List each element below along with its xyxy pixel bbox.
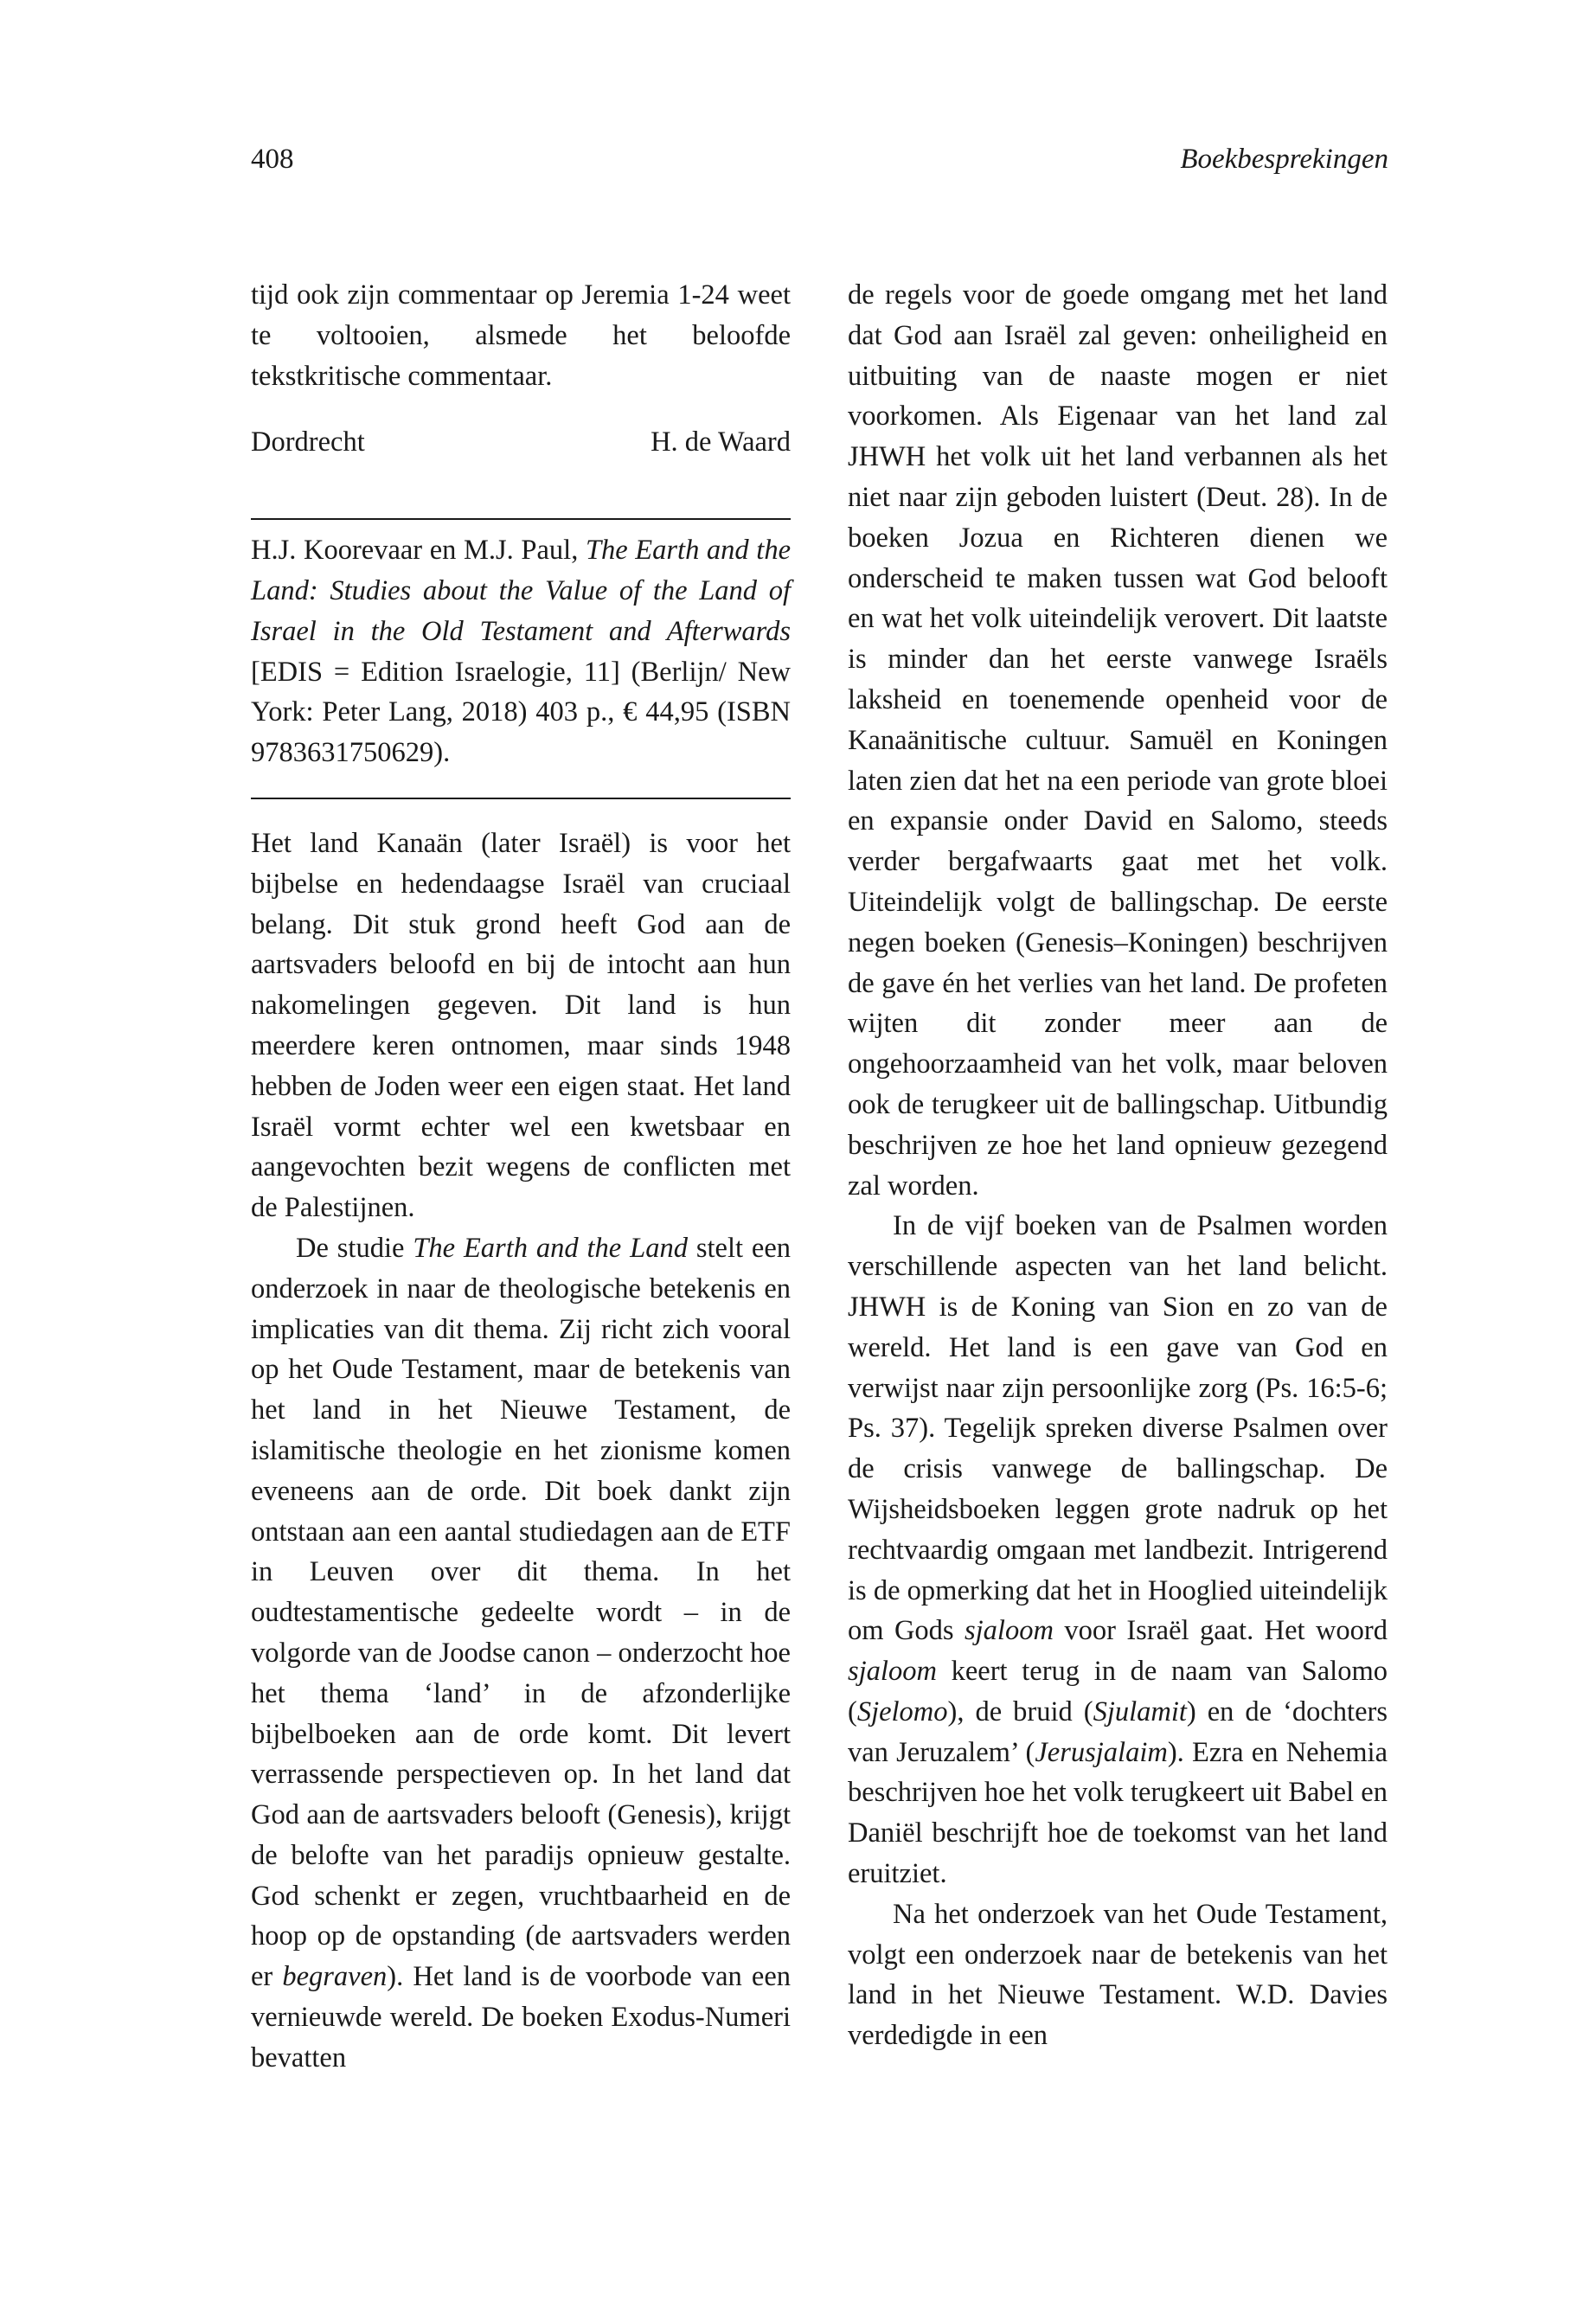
signature-place: Dordrecht [251, 426, 365, 458]
previous-review-ending: tijd ook zijn commentaar op Jeremia 1-24 weet te voltooien, alsmede het beloofde tekstkritische commentaar. [251, 279, 791, 392]
divider-top [251, 518, 791, 520]
paragraph: Na het onderzoek van het Oude Testament, volgt een onderzoek naar de betekenis van het land in het Nieuwe Testament. W.D. Davies verdedigde in een [848, 1898, 1388, 2052]
book-details: [EDIS = Edition Israelogie, 11] (Berlijn/ New York: Peter Lang, 2018) 403 p., € 44,95 (ISBN 9783631750629). [251, 656, 791, 769]
signature-line [251, 422, 791, 463]
bibliographic-entry [251, 530, 791, 773]
paragraph: de regels voor de goede omgang met het land dat God aan Israël zal geven: onheiligheid en uitbuiting van de naaste mogen er niet voorkomen. Als Eigenaar van het land zal JHWH het volk uit het land verbannen als het niet naar zijn geboden luistert (Deut. 28). In de boeken Jozua en Richteren dienen we onderscheid te maken tussen wat God belooft en wat het volk uiteindelijk verovert. Dit laatste is minder dan het eerste vanwege Israëls laksheid en toenemende openheid voor de Kanaänitische cultuur. Samuël en Koningen laten zien dat het na een periode van grote bloei en expansie onder David en Salomo, steeds verder bergafwaarts gaat met het volk. Uiteindelijk volgt de ballingschap. De eerste negen boeken (Genesis–Koningen) beschrijven de gave én het verlies van het land. De profeten wijten dit zonder meer aan de ongehoorzaamheid van het volk, maar beloven ook de terugkeer uit de ballingschap. Uitbundig beschrijven ze hoe het land opnieuw gezegend zal worden. [848, 279, 1388, 1202]
page-number: 408 [251, 144, 294, 175]
signature-name: H. de Waard [651, 426, 791, 458]
paragraph: In de vijf boeken van de Psalmen worden verschillende aspecten van het land belicht. JHWH is de Koning van Sion en zo van de wereld. Het land is een gave van God en verwijst naar zijn persoonlijke zorg (Ps. 16:5-6; Ps. 37). Tegelijk spreken diverse Psalmen over de crisis vanwege de ballingschap. De Wijsheidsboeken leggen grote nadruk op het rechtvaardig omgaan met landbezit. Intrigerend is de opmerking dat het in Hooglied uiteindelijk om Gods sjaloom voor Israël gaat. Het woord sjaloom keert terug in de naam van Salomo (Sjelomo), de bruid (Sjulamit) en de ‘dochters van Jeruzalem’ (Jerusjalaim). Ezra en Nehemia beschrijven hoe het volk terugkeert uit Babel en Daniël beschrijft hoe de toekomst van het land eruitziet. [848, 1210, 1388, 1890]
divider-bottom [251, 798, 791, 799]
book-authors: H.J. Koorevaar en M.J. Paul, [251, 535, 586, 567]
paragraph: Het land Kanaän (later Israël) is voor het bijbelse en hedendaagse Israël van cruciaal belang. Dit stuk grond heeft God aan de aartsvaders beloofd en bij de intocht aan hun nakomelingen gegeven. Dit land is hun meerdere keren ontnomen, maar sinds 1948 hebben de Joden weer een eigen staat. Het land Israël vormt echter wel een kwetsbaar en aangevochten bezit wegens de conflicten met de Palestijnen. [251, 827, 791, 1224]
left-column [251, 275, 791, 2079]
book-title: The Earth and the Land: Studies about the Value of the Land of Israel in the Old Testament and Afterwards [251, 535, 791, 647]
right-column [848, 275, 1388, 2056]
paragraph: De studie The Earth and the Land stelt een onderzoek in naar de theologische betekenis en implicaties van dit thema. Zij richt zich vooral op het Oude Testament, maar de betekenis van het land in het Nieuwe Testament, de islamitische theologie en het zionisme komen eveneens aan de orde. Dit boek dankt zijn ontstaan aan een aantal studiedagen aan de ETF in Leuven over dit thema. In het oudtestamentische gedeelte wordt – in de volgorde van de Joodse canon – onderzocht hoe het thema ‘land’ in de afzonderlijke bijbelboeken aan de orde komt. Dit levert verrassende perspectieven op. In het land dat God aan de aartsvaders belooft (Genesis), krijgt de belofte van het paradijs opnieuw gestalte. God schenkt er zegen, vruchtbaarheid en de hoop op de opstanding (de aartsvaders werden er begraven). Het land is de voorbode van een vernieuwde wereld. De boeken Exodus-Numeri bevatten [251, 1232, 792, 2073]
running-title: Boekbesprekingen [1180, 144, 1388, 175]
